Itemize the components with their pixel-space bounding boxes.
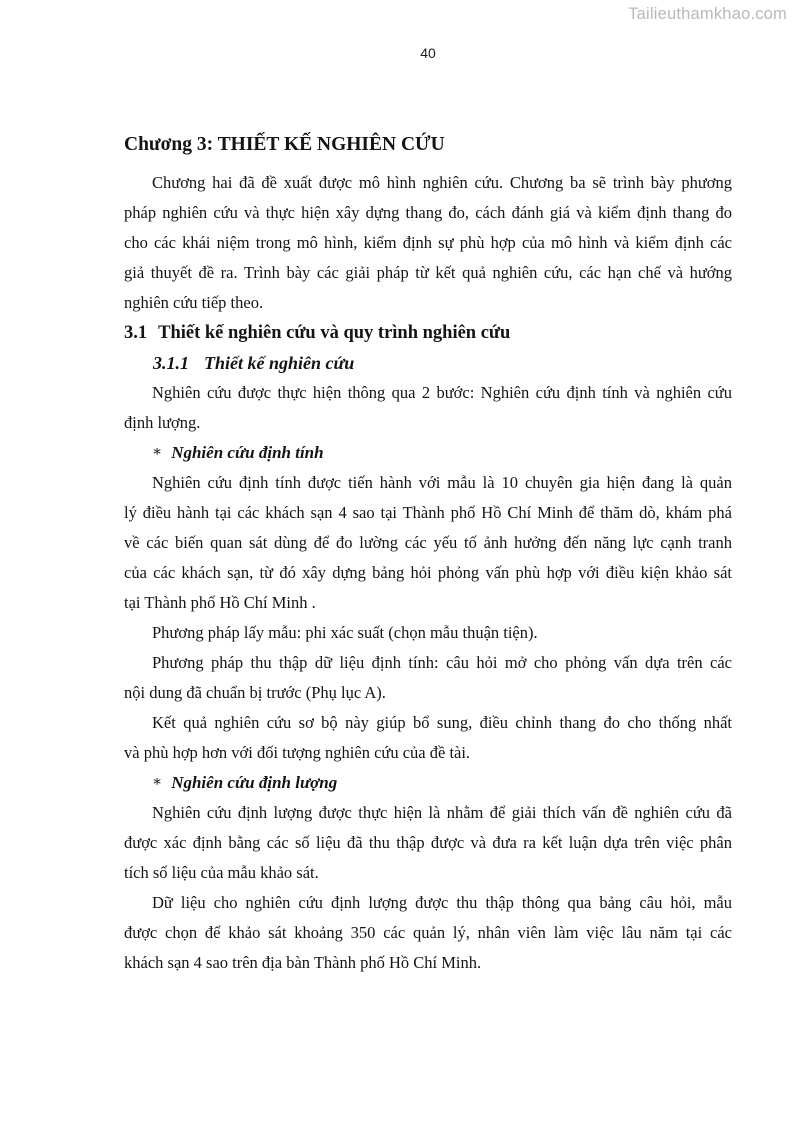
asterisk-bullet-icon: ∗ [152,444,163,460]
paragraph-line: Dữ liệu cho nghiên cứu định lượng được thu thập thông qua bảng câu hỏi, mẫu [152,893,732,912]
paragraph-line: và phù hợp hơn với đối tượng nghiên cứu của đề tài. [124,743,471,762]
paragraph-line: về các biến quan sát dùng để đo lường các yếu tố ảnh hưởng đến năng lực cạnh tranh [124,533,732,552]
paragraph-line: định lượng. [124,413,201,432]
subsection-title: Thiết kế nghiên cứu [204,353,355,373]
bullet-item-quantitative [124,768,732,798]
subsection-3-1-1-heading [124,348,732,378]
paragraph-line: Phương pháp thu thập dữ liệu định tính: câu hỏi mở cho phỏng vấn dựa trên các [152,653,732,672]
paragraph-line: được xác định bằng các số liệu đã thu thập được và đưa ra kết luận dựa trên việc phân [124,833,732,852]
paragraph-line: Chương hai đã đề xuất được mô hình nghiên cứu. Chương ba sẽ trình bày phương [152,173,732,192]
paragraph-line: của các khách sạn, từ đó xây dựng bảng hỏi phỏng vấn phù hợp với điều kiện khảo sát [124,563,732,582]
page-number: 40 [420,45,436,61]
paragraph-line: giả thuyết đề ra. Trình bày các giải pháp từ kết quả nghiên cứu, các hạn chế và hướng [124,263,732,282]
chapter-heading: Chương 3: THIẾT KẾ NGHIÊN CỨU [124,134,445,155]
paragraph-line: Nghiên cứu định tính được tiến hành với mẫu là 10 chuyên gia hiện đang là quản [152,473,732,492]
paragraph-line: nội dung đã chuẩn bị trước (Phụ lục A). [124,683,386,702]
paragraph-line: pháp nghiên cứu và thực hiện xây dựng thang đo, cách đánh giá và kiểm định thang đo [124,203,732,222]
bullet-item-qualitative [124,438,732,468]
paragraph-line: Phương pháp lấy mẫu: phi xác suất (chọn mẫu thuận tiện). [152,623,538,642]
paragraph-line: tích số liệu của mẫu khảo sát. [124,863,319,882]
watermark-site-text: Tailieuthamkhao.com [628,5,787,23]
bullet-label: Nghiên cứu định lượng [171,773,338,792]
paragraph-line: nghiên cứu tiếp theo. [124,293,264,312]
paragraph-line: tại Thành phố Hồ Chí Minh . [124,593,316,612]
paragraph-line: cho các khái niệm trong mô hình, kiểm định sự phù hợp của mô hình và kiểm định các [124,233,732,252]
section-3-1-heading [124,318,732,348]
paragraph-line: Nghiên cứu định lượng được thực hiện là nhằm để giải thích vấn đề nghiên cứu đã [152,803,732,822]
paragraph-line: lý điều hành tại các khách sạn 4 sao tại Thành phố Hồ Chí Minh để thăm dò, khám phá [124,503,732,522]
paragraph-line: khách sạn 4 sao trên địa bàn Thành phố Hồ Chí Minh. [124,953,482,972]
bullet-label: Nghiên cứu định tính [171,443,324,462]
paragraph-line: Nghiên cứu được thực hiện thông qua 2 bước: Nghiên cứu định tính và nghiên cứu [152,383,732,402]
document-body [124,128,732,978]
subsection-number: 3.1.1 [153,353,189,373]
asterisk-bullet-icon: ∗ [152,774,163,790]
section-title: Thiết kế nghiên cứu và quy trình nghiên cứu [158,323,511,343]
paragraph-line: Kết quả nghiên cứu sơ bộ này giúp bổ sung, điều chỉnh thang đo cho thống nhất [152,713,732,732]
section-number: 3.1 [124,323,148,343]
paragraph-line: được chọn để khảo sát khoảng 350 các quản lý, nhân viên làm việc lâu năm tại các [124,923,732,942]
